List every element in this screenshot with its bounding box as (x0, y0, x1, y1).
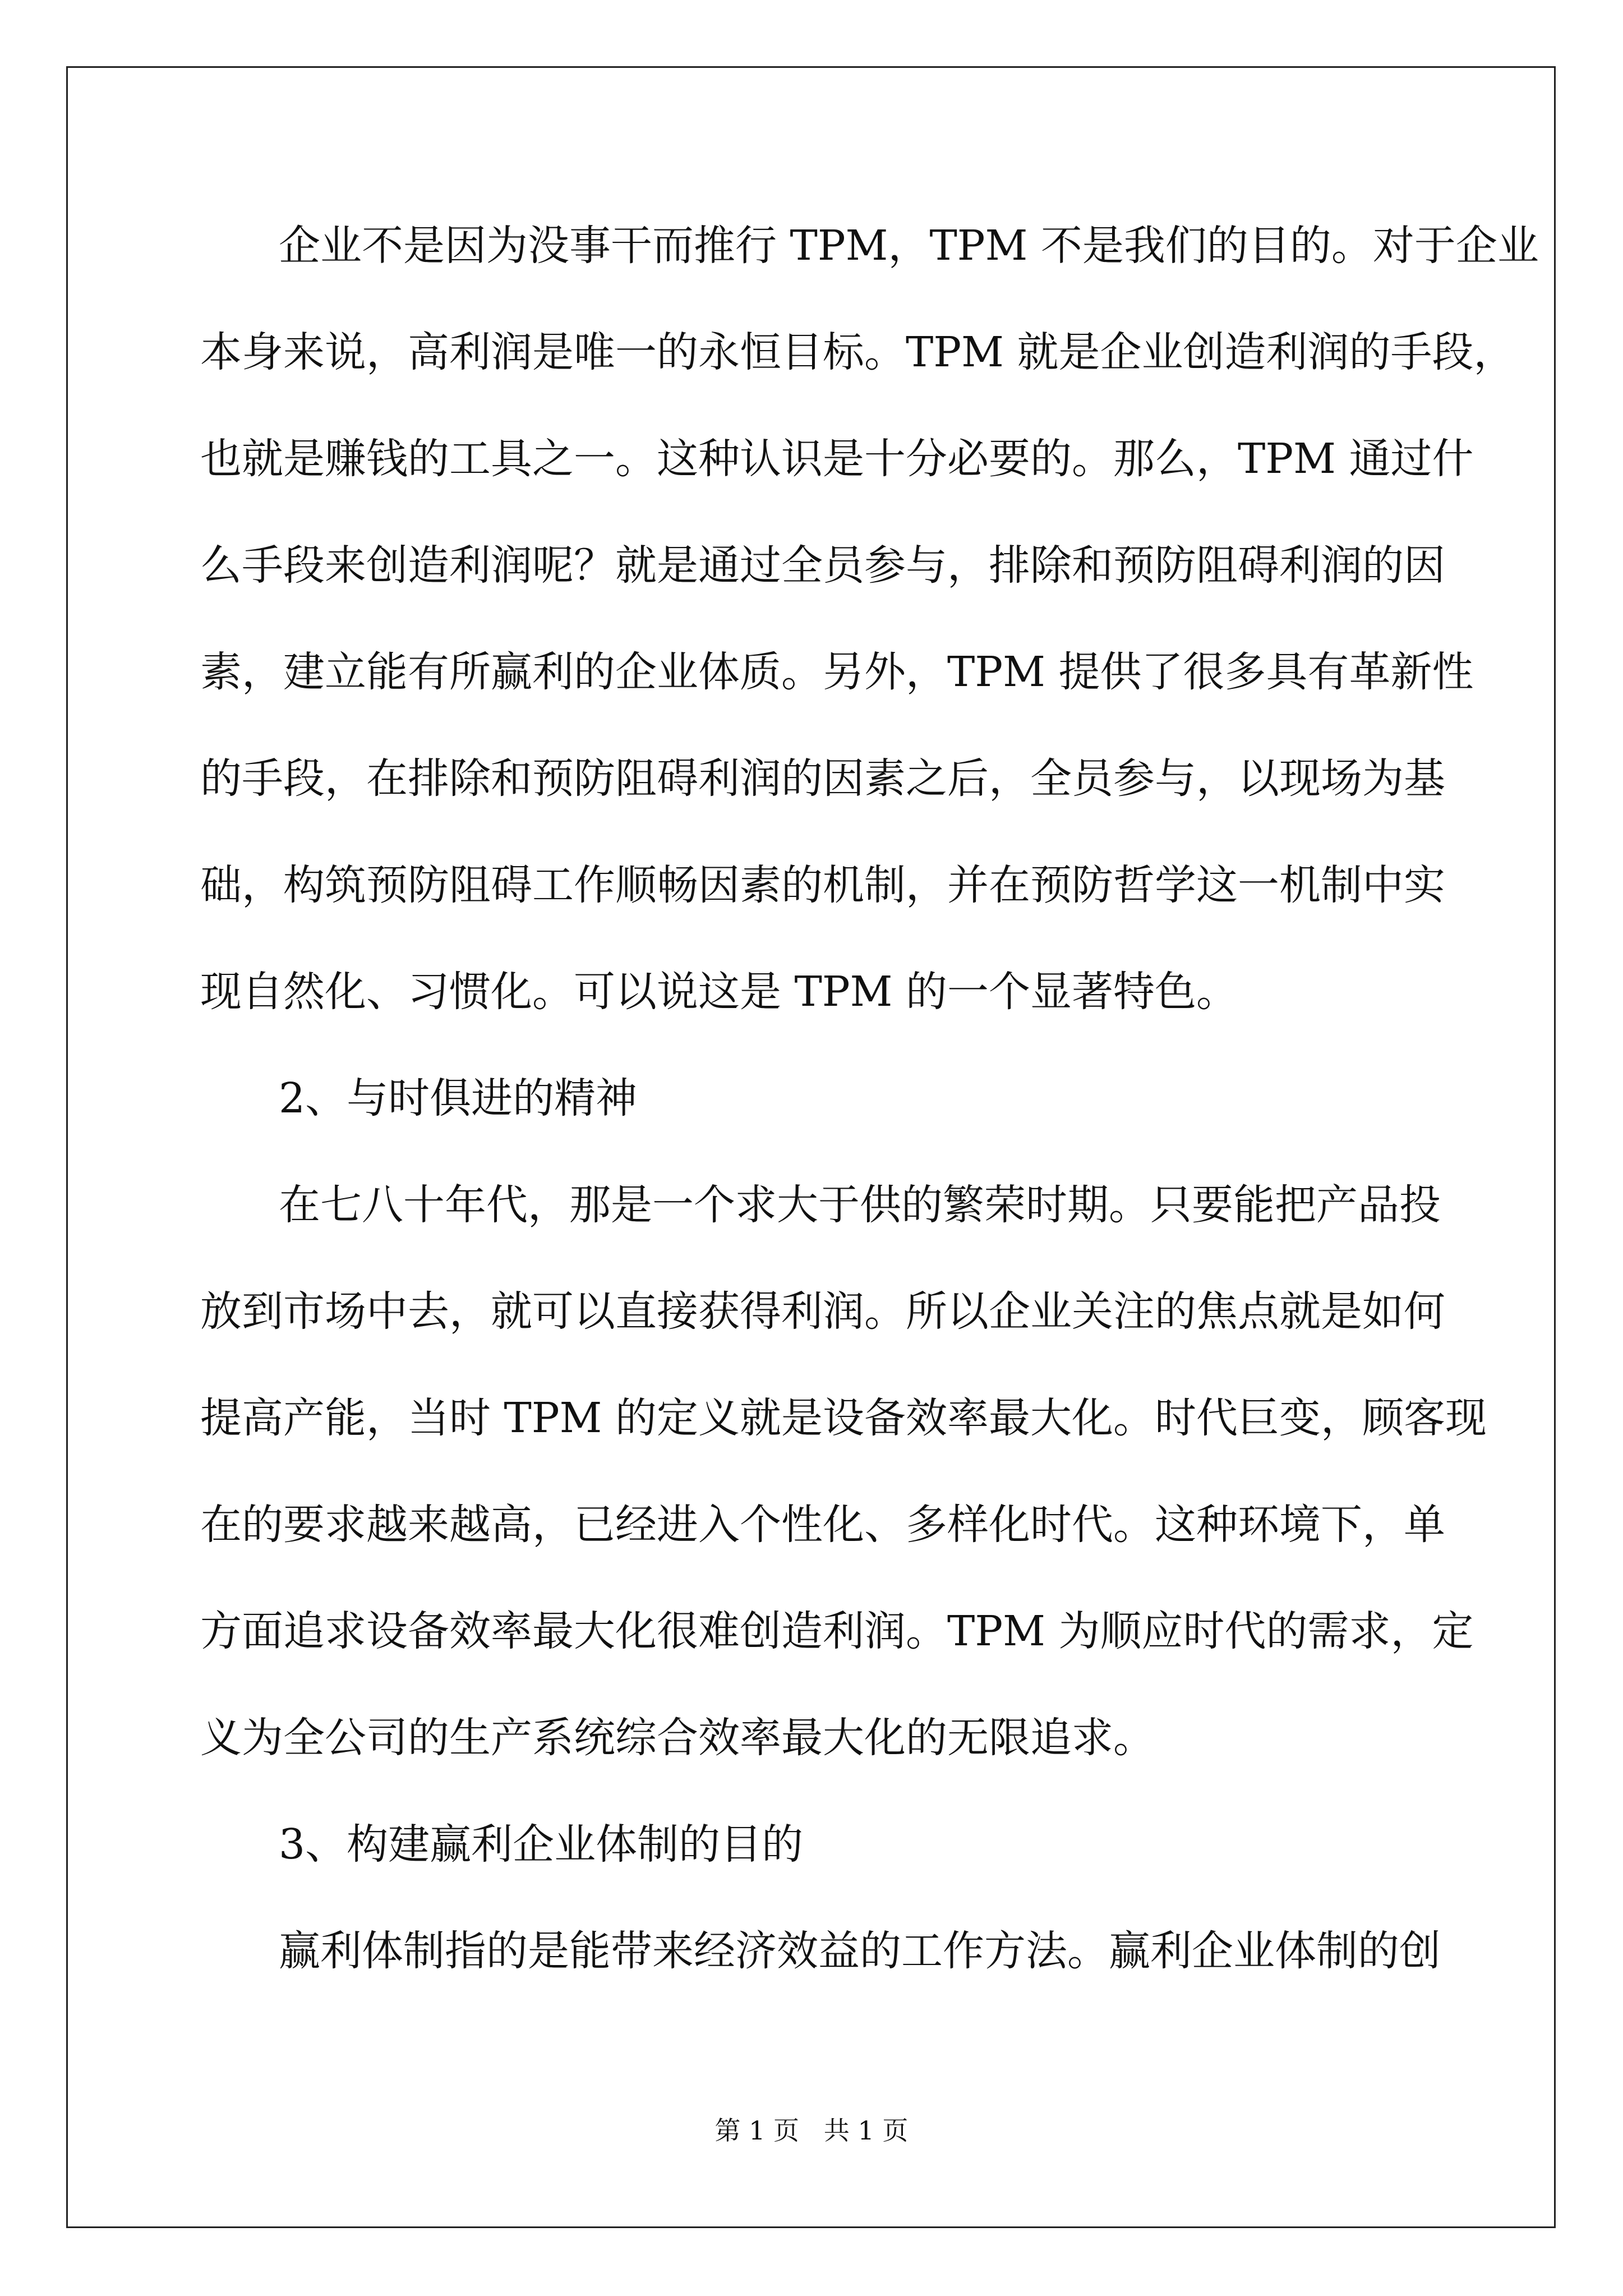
text-line: 现自然化、习惯化。可以说这是 TPM 的一个显著特色。 (200, 968, 1238, 1016)
document-body (200, 220, 1539, 2032)
section-heading: 2、与时俱进的精神 (279, 1074, 638, 1122)
text-line: 放到市场中去，就可以直接获得利润。所以企业关注的焦点就是如何 (200, 1287, 1445, 1336)
text-line: 提高产能，当时 TPM 的定义就是设备效率最大化。时代巨变，顾客现 (200, 1394, 1487, 1442)
text-line: 在七八十年代，那是一个求大于供的繁荣时期。只要能把产品投 (279, 1181, 1441, 1229)
text-line: 也就是赚钱的工具之一。这种认识是十分必要的。那么，TPM 通过什 (200, 435, 1474, 483)
text-line: 么手段来创造利润呢？就是通过全员参与，排除和预防阻碍利润的因 (200, 541, 1445, 590)
section-heading: 3、构建赢利企业体制的目的 (279, 1820, 804, 1869)
page-footer: 第 1 页 共 1 页 (714, 2115, 909, 2146)
text-line: 在的要求越来越高，已经进入个性化、多样化时代。这种环境下，单 (200, 1501, 1445, 1549)
text-line: 本身来说，高利润是唯一的永恒目标。TPM 就是企业创造利润的手段， (200, 328, 1515, 376)
text-line: 方面追求设备效率最大化很难创造利润。TPM 为顺应时代的需求，定 (200, 1607, 1474, 1655)
text-line: 赢利体制指的是能带来经济效益的工作方法。赢利企业体制的创 (279, 1927, 1441, 1975)
text-line: 企业不是因为没事干而推行 TPM，TPM 不是我们的目的。对于企业 (279, 222, 1539, 270)
text-line: 的手段，在排除和预防阻碍利润的因素之后，全员参与，以现场为基 (200, 754, 1445, 803)
text-line: 础，构筑预防阻碍工作顺畅因素的机制，并在预防哲学这一机制中实 (200, 861, 1445, 909)
text-line: 素，建立能有所赢利的企业体质。另外，TPM 提供了很多具有革新性 (200, 648, 1474, 696)
text-line: 义为全公司的生产系统综合效率最大化的无限追求。 (200, 1714, 1155, 1762)
